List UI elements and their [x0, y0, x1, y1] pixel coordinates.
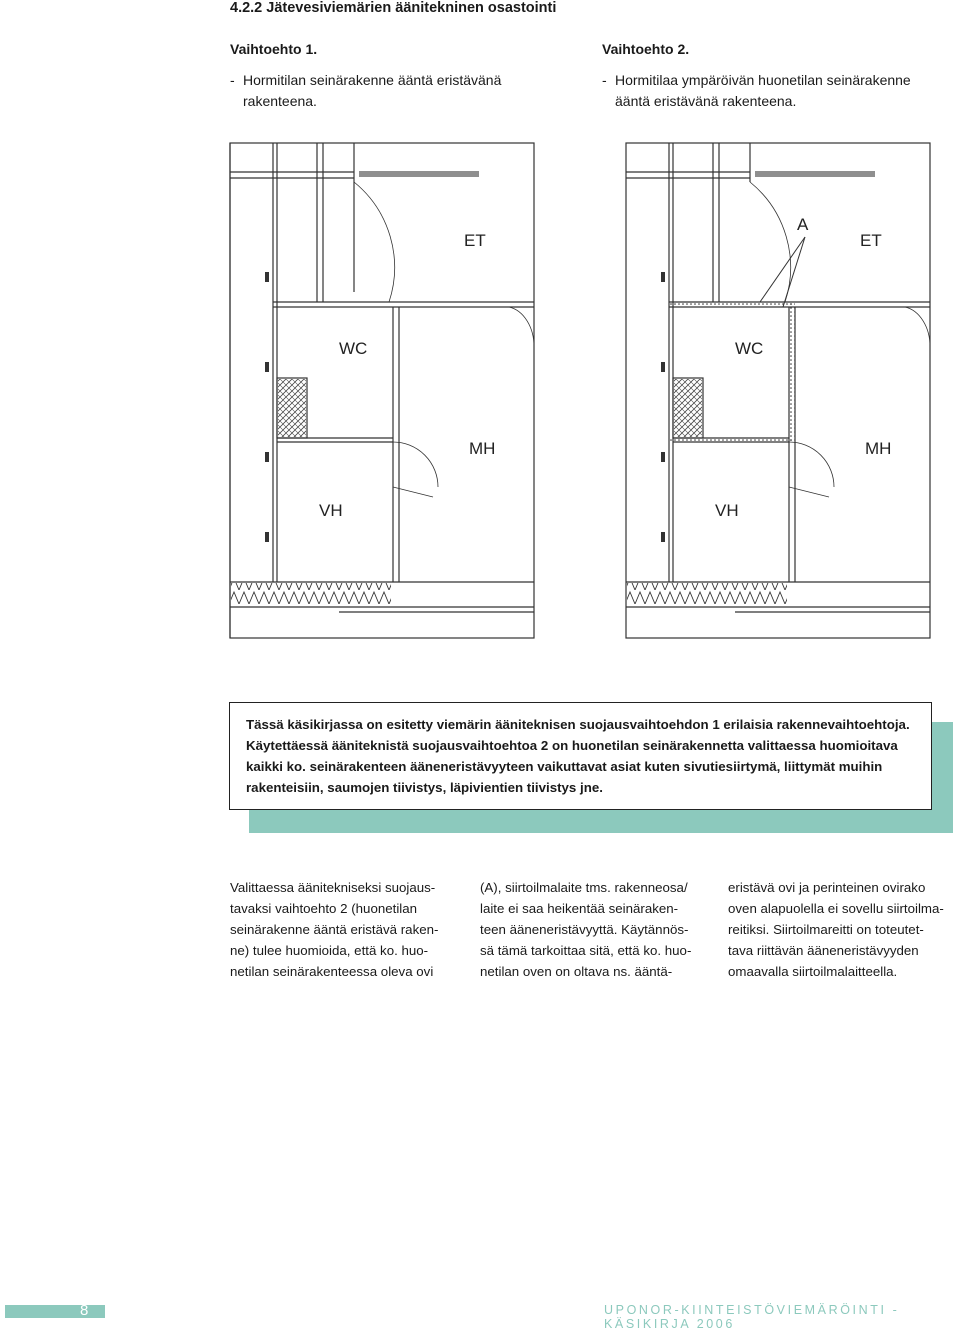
plan-1-label-vh: VH — [319, 501, 343, 520]
plan-2-label-wc: WC — [735, 339, 764, 358]
footer-accent-bar — [5, 1305, 105, 1318]
plan-1-label-mh: MH — [469, 439, 496, 458]
infobox — [229, 702, 932, 810]
footer-title: UPONOR-KIINTEISTÖVIEMÄRÖINTI - KÄSIKIRJA 2006 — [604, 1303, 900, 1331]
body-column-1: Valittaessa äänitekniseksi suojaus- tavaksi vaihtoehto 2 (huonetilan seinärakenne ääntä eristävä raken- ne) tulee huomioida, että ko. huo- netilan seinärakenteessa oleva ovi — [230, 880, 439, 979]
plan-2-label-a: A — [797, 215, 809, 234]
plan-1-label-et: ET — [464, 231, 486, 250]
option-1-dash: - — [230, 72, 235, 88]
option-2-description — [602, 70, 920, 112]
infobox-text: Tässä käsikirjassa on esitetty viemärin ääniteknisen suojausvaihtoehdon 1 erilaisia rakennevaihtoehtoja. Käytettäessä ääniteknistä suojausvaihtoehtoa 2 on huonetilan seinärakennetta valittaessa huomioitava kaikki ko. seinärakenteen ääneneristävyyteen vaikuttavat asiat kuten sivutiesiirtymä, liittymät muihin rakenteisiin, saumojen tiivistys, läpivientien tiivistys jne. — [246, 717, 910, 795]
option-1-text: Hormitilan seinärakenne ääntä eristävänä rakenteena. — [243, 72, 502, 109]
floor-plan-option-2 — [625, 142, 931, 639]
body-column-2: (A), siirtoilmalaite tms. rakenneosa/ laite ei saa heikentää seinäraken- teen ääneneristävyyttä. Käytännös- sä tämä tarkoittaa sitä, että ko. huo- netilan oven on oltava ns. ääntä- — [480, 880, 692, 979]
plan-1-label-wc: WC — [339, 339, 368, 358]
option-2-title: Vaihtoehto 2. — [602, 41, 690, 57]
plan-2-label-vh: VH — [715, 501, 739, 520]
option-2-dash: - — [602, 72, 607, 88]
body-column-3: eristävä ovi ja perinteinen ovirako oven alapuolella ei sovellu siirtoilma- reitiksi. Siirtoilmareitti on toteutet- tava riittävän ääneneristävyyden omaavalla siirtoilmalaitteella. — [728, 880, 944, 979]
section-title: 4.2.2 Jätevesiviemärien äänitekninen osastointi — [230, 0, 557, 16]
option-1-title: Vaihtoehto 1. — [230, 41, 318, 57]
page-number: 8 — [80, 1302, 89, 1319]
plan-2-label-mh: MH — [865, 439, 892, 458]
plan-2-label-et: ET — [860, 231, 882, 250]
floor-plan-option-1 — [229, 142, 535, 639]
option-2-text: Hormitilaa ympäröivän huonetilan seinärakenne ääntä eristävänä rakenteena. — [615, 72, 911, 109]
option-1-description — [230, 70, 513, 112]
